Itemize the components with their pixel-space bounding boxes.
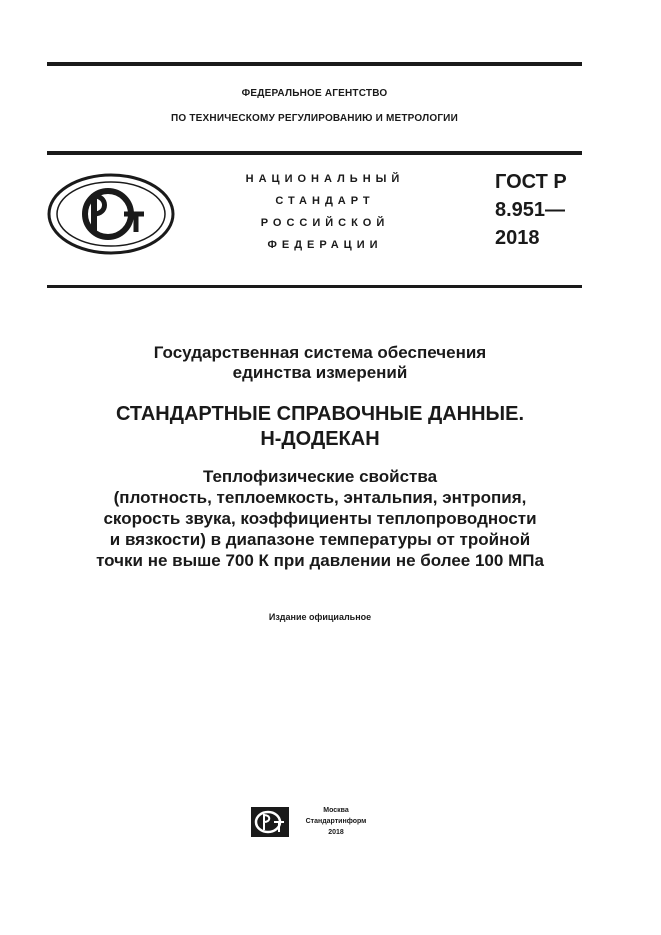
national-standard-line-3: РОССИЙСКОЙ <box>260 217 390 229</box>
rst-emblem-icon <box>46 172 176 256</box>
edition-label: Издание официальное <box>268 612 372 622</box>
main-title-line-1: СТАНДАРТНЫЕ СПРАВОЧНЫЕ ДАННЫЕ. <box>115 403 525 425</box>
agency-line-2: ПО ТЕХНИЧЕСКОМУ РЕГУЛИРОВАНИЮ И МЕТРОЛОГИИ <box>171 113 458 124</box>
publisher-year: 2018 <box>328 829 344 836</box>
top-rule <box>47 62 582 66</box>
national-standard-line-2: СТАНДАРТ <box>275 195 375 207</box>
publisher-name: Стандартинформ <box>305 818 367 825</box>
agency-line-1: ФЕДЕРАЛЬНОЕ АГЕНТСТВО <box>241 88 388 99</box>
standard-designation <box>495 168 567 252</box>
header-rule <box>47 151 582 155</box>
title-rule <box>47 285 582 288</box>
publisher-city: Москва <box>323 807 349 814</box>
subtitle-line-4: и вязкости) в диапазоне температуры от тройной <box>109 530 531 549</box>
national-standard-line-1: НАЦИОНАЛЬНЫЙ <box>245 173 405 185</box>
standartinform-logo-icon <box>250 806 290 838</box>
subtitle-line-1: Теплофизические свойства <box>202 467 438 486</box>
designation-line-2: 8.951— <box>495 199 566 221</box>
subtitle-line-3: скорость звука, коэффициенты теплопроводности <box>103 509 537 528</box>
designation-line-3: 2018 <box>495 227 540 249</box>
subtitle-line-2: (плотность, теплоемкость, энтальпия, энтропия, <box>113 488 527 507</box>
main-title <box>20 402 620 452</box>
series-title-line-2: единства измерений <box>232 363 408 382</box>
national-standard-line-4: ФЕДЕРАЦИИ <box>267 239 383 251</box>
publisher-info <box>296 805 376 838</box>
subtitle <box>20 466 620 571</box>
series-title <box>20 343 620 383</box>
national-standard-label <box>225 168 425 256</box>
designation-line-1: ГОСТ Р <box>495 171 567 193</box>
series-title-line-1: Государственная система обеспечения <box>153 343 487 362</box>
subtitle-line-5: точки не выше 700 К при давлении не более 100 МПа <box>96 551 544 570</box>
main-title-line-2: Н-ДОДЕКАН <box>260 428 380 450</box>
